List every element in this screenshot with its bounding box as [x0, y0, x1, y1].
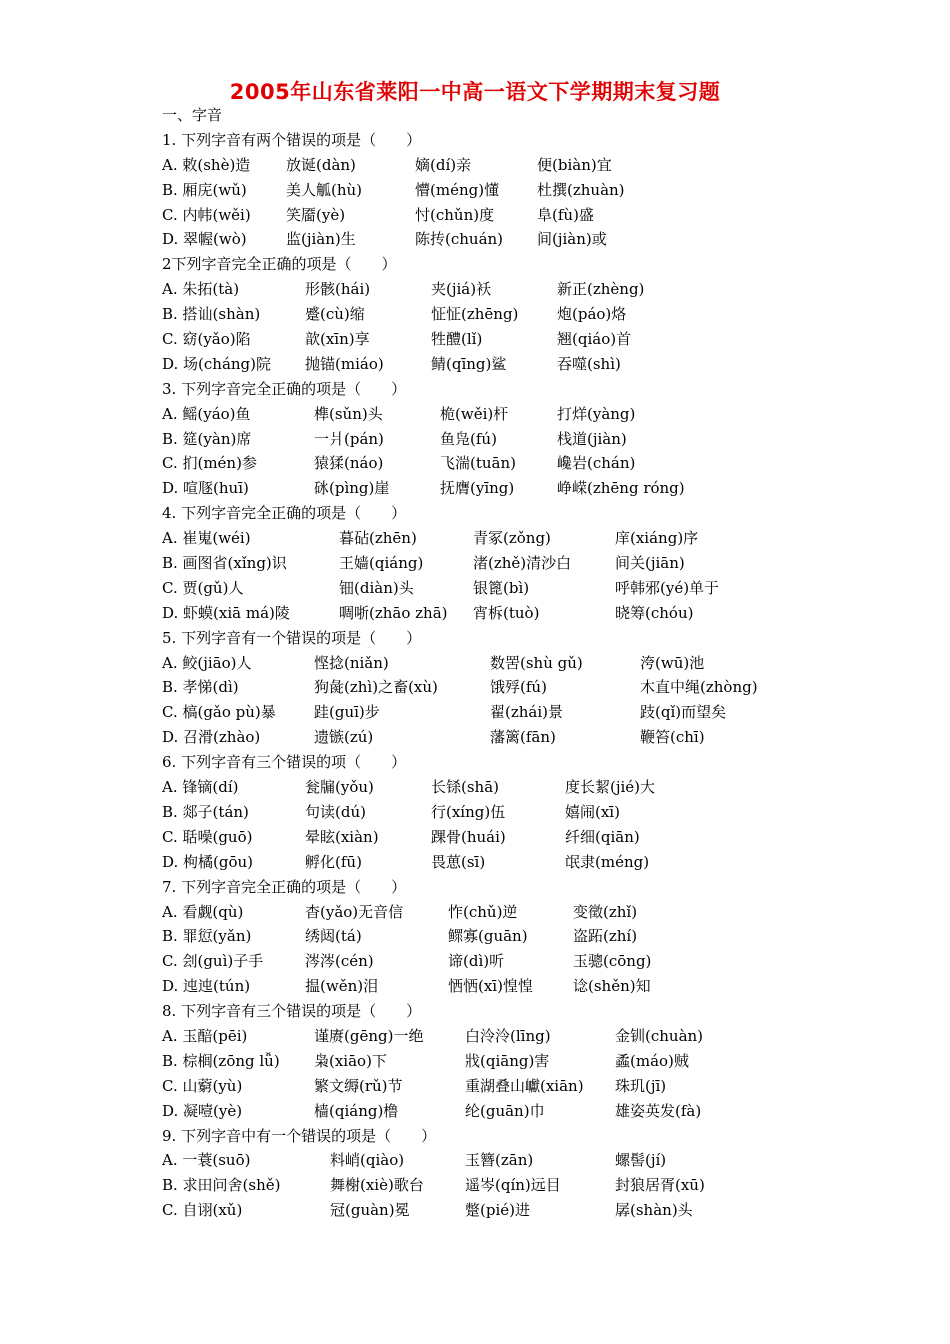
option-label-item: B. 罪愆(yǎn)	[162, 927, 252, 946]
option-item: 蹙(cù)缩	[305, 305, 365, 324]
option-label-item: A. 鳐(yáo)鱼	[162, 404, 251, 423]
option-label-item: A. 崔嵬(wéi)	[162, 529, 251, 548]
option-label-item: D. 枸橘(gōu)	[162, 852, 254, 871]
option-item: 飞湍(tuān)	[440, 454, 516, 473]
option-item: 玉簪(zān)	[465, 1151, 534, 1170]
option-item: 盗跖(zhí)	[573, 927, 638, 946]
option-item: 宵柝(tuò)	[473, 603, 540, 622]
option-item: 跬(guī)步	[314, 703, 380, 722]
option-row	[162, 576, 922, 601]
option-item: 间关(jiān)	[615, 554, 685, 573]
option-item: 炮(páo)烙	[557, 305, 627, 324]
option-item: 新正(zhèng)	[557, 280, 645, 299]
option-label-item: A. 玉醅(pēi)	[162, 1026, 248, 1045]
option-item: 银篦(bì)	[473, 578, 530, 597]
option-item: 白泠泠(līng)	[465, 1026, 551, 1045]
option-item: 一爿(pán)	[314, 429, 384, 448]
option-item: 夹(jiá)袄	[431, 280, 492, 299]
option-item: 嬉闹(xī)	[565, 802, 620, 821]
option-item: 孱(shàn)头	[615, 1201, 693, 1220]
option-item: 遗镞(zú)	[314, 728, 374, 747]
option-item: 晕眩(xiàn)	[305, 827, 379, 846]
option-item: 鲭(qīng)鲨	[431, 354, 507, 373]
option-item: 度长絜(jié)大	[565, 778, 656, 797]
option-label-item: B. 厢庑(wǔ)	[162, 180, 247, 199]
question-stem: 5. 下列字音有一个错误的项是（ ）	[162, 628, 422, 647]
option-label-item: B. 筵(yàn)席	[162, 429, 252, 448]
option-item: 抚膺(yīng)	[440, 479, 515, 498]
option-item: 繁文缛(rǔ)节	[314, 1076, 403, 1095]
option-row	[162, 1099, 922, 1124]
option-row	[162, 352, 922, 377]
option-item: 翟(zhái)景	[490, 703, 564, 722]
option-label-item: A. 锋镝(dí)	[162, 778, 239, 797]
option-item: 放诞(dàn)	[286, 155, 356, 174]
option-item: 木直中绳(zhòng)	[640, 678, 758, 697]
option-item: 晓筹(chóu)	[615, 603, 694, 622]
option-item: 青冢(zǒng)	[473, 529, 551, 548]
question-stem: 3. 下列字音完全正确的项是（ ）	[162, 379, 407, 398]
option-item: 谂(shěn)知	[573, 977, 651, 996]
option-item: 怍(chǔ)逆	[448, 902, 518, 921]
option-item: 戕(qiāng)害	[465, 1051, 550, 1070]
option-item: 歆(xīn)享	[305, 330, 370, 349]
option-item: 榫(sǔn)头	[314, 404, 383, 423]
option-item: 笑靥(yè)	[286, 205, 346, 224]
option-label-item: C. 内帏(wěi)	[162, 205, 251, 224]
option-item: 变徵(zhǐ)	[573, 902, 638, 921]
option-label-item: B. 求田问舍(shě)	[162, 1176, 281, 1195]
option-label-item: D. 场(cháng)院	[162, 354, 271, 373]
option-item: 涔涔(cén)	[305, 952, 374, 971]
option-item: 氓隶(méng)	[565, 852, 650, 871]
option-row	[162, 178, 922, 203]
option-label-item: C. 贾(gǔ)人	[162, 578, 244, 597]
option-item: 呼韩邪(yé)单于	[615, 578, 720, 597]
question-stem: 7. 下列字音完全正确的项是（ ）	[162, 877, 407, 896]
option-label-item: C. 自诩(xǔ)	[162, 1201, 243, 1220]
option-row	[162, 227, 922, 252]
option-item: 长铩(shā)	[431, 778, 500, 797]
question-stem: 9. 下列字音中有一个错误的项是（ ）	[162, 1126, 437, 1145]
option-label-item: A. 敕(shè)造	[162, 155, 251, 174]
option-label-item: D. 翠幄(wò)	[162, 230, 247, 249]
option-row	[162, 1148, 922, 1173]
option-item: 纶(guān)巾	[465, 1101, 545, 1120]
option-item: 怔怔(zhēng)	[431, 305, 519, 324]
section-heading: 一、字音	[162, 106, 223, 124]
option-item: 阜(fù)盛	[537, 205, 594, 224]
option-item: 洿(wū)池	[640, 653, 705, 672]
option-item: 重湖叠山巘(xiān)	[465, 1076, 584, 1095]
question-list	[162, 103, 922, 1223]
option-item: 金钏(chuàn)	[615, 1026, 704, 1045]
option-item: 吞噬(shì)	[557, 354, 621, 373]
option-item: 数罟(shù gǔ)	[490, 653, 583, 672]
option-item: 藩篱(fān)	[490, 728, 556, 747]
option-item: 绣闼(tá)	[305, 927, 362, 946]
option-label-item: A. 一蓑(suō)	[162, 1151, 251, 1170]
option-row	[162, 825, 922, 850]
option-row	[162, 850, 922, 875]
option-item: 螺髻(jí)	[615, 1151, 667, 1170]
option-row	[162, 725, 922, 750]
option-label-item: C. 扪(mén)参	[162, 454, 257, 473]
option-label-item: A. 鲛(jiāo)人	[162, 653, 252, 672]
question-stem: 4. 下列字音完全正确的项是（ ）	[162, 504, 407, 523]
option-row	[162, 949, 922, 974]
option-row	[162, 900, 922, 925]
option-row	[162, 1198, 922, 1223]
option-item: 谛(dì)听	[448, 952, 505, 971]
option-item: 王嫱(qiáng)	[339, 554, 424, 573]
option-item: 啁哳(zhāo zhā)	[339, 603, 448, 622]
option-item: 翘(qiáo)首	[557, 330, 632, 349]
option-item: 陈抟(chuán)	[415, 230, 504, 249]
option-item: 忖(chǔn)度	[415, 205, 495, 224]
question-stem: 1. 下列字音有两个错误的项是（ ）	[162, 130, 422, 149]
option-item: 句读(dú)	[305, 802, 366, 821]
option-item: 遥岑(qín)远目	[465, 1176, 561, 1195]
option-item: 嫡(dí)亲	[415, 155, 472, 174]
option-item: 打烊(yàng)	[557, 404, 636, 423]
option-label-item: D. 虾蟆(xiā má)陵	[162, 603, 290, 622]
option-label-item: D. 召滑(zhào)	[162, 728, 261, 747]
option-item: 瓮牖(yǒu)	[305, 778, 374, 797]
option-item: 庠(xiáng)序	[615, 529, 699, 548]
option-item: 谨赓(gēng)一绝	[314, 1026, 424, 1045]
option-item: 鞭笞(chī)	[640, 728, 705, 747]
option-item: 便(biàn)宜	[537, 155, 612, 174]
option-label-item: B. 郯子(tán)	[162, 802, 249, 821]
option-item: 猿猱(náo)	[314, 454, 384, 473]
option-item: 抛锚(miáo)	[305, 354, 384, 373]
option-label-item: D. 迍迍(tún)	[162, 977, 251, 996]
option-item: 孵化(fū)	[305, 852, 362, 871]
option-row	[162, 1024, 922, 1049]
option-item: 珠玑(jī)	[615, 1076, 667, 1095]
option-item: 料峭(qiào)	[330, 1151, 405, 1170]
option-item: 杜撰(zhuàn)	[537, 180, 625, 199]
option-item: 峥嵘(zhēng róng)	[557, 479, 685, 498]
option-row	[162, 1049, 922, 1074]
option-row	[162, 924, 922, 949]
option-row	[162, 427, 922, 452]
option-label-item: A. 朱拓(tà)	[162, 280, 240, 299]
option-item: 砯(pìng)崖	[314, 479, 390, 498]
option-row	[162, 551, 922, 576]
option-label-item: C. 窈(yǎo)陷	[162, 330, 251, 349]
option-label-item: C. 聒噪(guō)	[162, 827, 253, 846]
option-item: 渚(zhě)清沙白	[473, 554, 572, 573]
option-row	[162, 327, 922, 352]
option-label-item: B. 棕榈(zōng lǚ)	[162, 1051, 280, 1070]
option-row	[162, 651, 922, 676]
option-label-item: D. 凝噎(yè)	[162, 1101, 243, 1120]
option-label-item: C. 山藭(yù)	[162, 1076, 243, 1095]
option-item: 桅(wěi)杆	[440, 404, 509, 423]
option-item: 雄姿英发(fà)	[615, 1101, 702, 1120]
option-item: 巉岩(chán)	[557, 454, 636, 473]
option-item: 纤细(qiān)	[565, 827, 640, 846]
option-row	[162, 476, 922, 501]
question-stem: 6. 下列字音有三个错误的项（ ）	[162, 753, 407, 772]
option-item: 形骸(hái)	[305, 280, 371, 299]
option-item: 狗彘(zhì)之畜(xù)	[314, 678, 438, 697]
option-item: 暮砧(zhēn)	[339, 529, 417, 548]
option-item: 封狼居胥(xū)	[615, 1176, 705, 1195]
option-item: 冠(guàn)冕	[330, 1201, 410, 1220]
option-label-item: B. 孝悌(dì)	[162, 678, 239, 697]
option-item: 畏葸(sī)	[431, 852, 486, 871]
option-label-item: C. 槁(gǎo pù)暴	[162, 703, 276, 722]
option-item: 栈道(jiàn)	[557, 429, 627, 448]
option-item: 间(jiàn)或	[537, 230, 607, 249]
option-item: 行(xíng)伍	[431, 802, 506, 821]
option-row	[162, 302, 922, 327]
option-label-item: B. 画图省(xǐng)识	[162, 554, 287, 573]
option-item: 蟊(máo)贼	[615, 1051, 689, 1070]
option-item: 饿殍(fú)	[490, 678, 547, 697]
option-label-item: A. 看觑(qù)	[162, 902, 244, 921]
option-item: 悭捻(niǎn)	[314, 653, 389, 672]
option-label-item: D. 喧豗(huī)	[162, 479, 249, 498]
option-row	[162, 675, 922, 700]
option-row	[162, 277, 922, 302]
option-row	[162, 153, 922, 178]
option-item: 揾(wěn)泪	[305, 977, 379, 996]
option-item: 鳏寡(guān)	[448, 927, 528, 946]
option-label-item: B. 搭讪(shàn)	[162, 305, 261, 324]
document-title: 2005年山东省莱阳一中高一语文下学期期末复习题	[229, 80, 721, 104]
question-stem: 8. 下列字音有三个错误的项是（ ）	[162, 1002, 422, 1021]
option-row	[162, 700, 922, 725]
option-item: 跂(qǐ)而望矣	[640, 703, 727, 722]
option-item: 懵(méng)懂	[415, 180, 500, 199]
option-label-item: C. 刽(guì)子手	[162, 952, 264, 971]
option-item: 樯(qiáng)橹	[314, 1101, 399, 1120]
option-item: 鱼凫(fú)	[440, 429, 497, 448]
option-row	[162, 601, 922, 626]
option-row	[162, 1074, 922, 1099]
option-item: 牲醴(lǐ)	[431, 330, 483, 349]
option-row	[162, 800, 922, 825]
option-item: 美人觚(hù)	[286, 180, 363, 199]
option-row	[162, 974, 922, 999]
option-item: 蹩(pié)进	[465, 1201, 530, 1220]
option-item: 监(jiàn)生	[286, 230, 356, 249]
option-row	[162, 1173, 922, 1198]
option-item: 踝骨(huái)	[431, 827, 506, 846]
option-item: 舞榭(xiè)歌台	[330, 1176, 424, 1195]
option-item: 玉骢(cōng)	[573, 952, 652, 971]
option-row	[162, 402, 922, 427]
question-stem: 2下列字音完全正确的项是（ ）	[162, 255, 397, 274]
option-item: 杳(yǎo)无音信	[305, 902, 404, 921]
option-item: 枭(xiāo)下	[314, 1051, 387, 1070]
option-row	[162, 451, 922, 476]
option-item: 钿(diàn)头	[339, 578, 414, 597]
option-item: 恓恓(xī)惶惶	[448, 977, 533, 996]
option-row	[162, 775, 922, 800]
option-row	[162, 203, 922, 228]
option-row	[162, 526, 922, 551]
